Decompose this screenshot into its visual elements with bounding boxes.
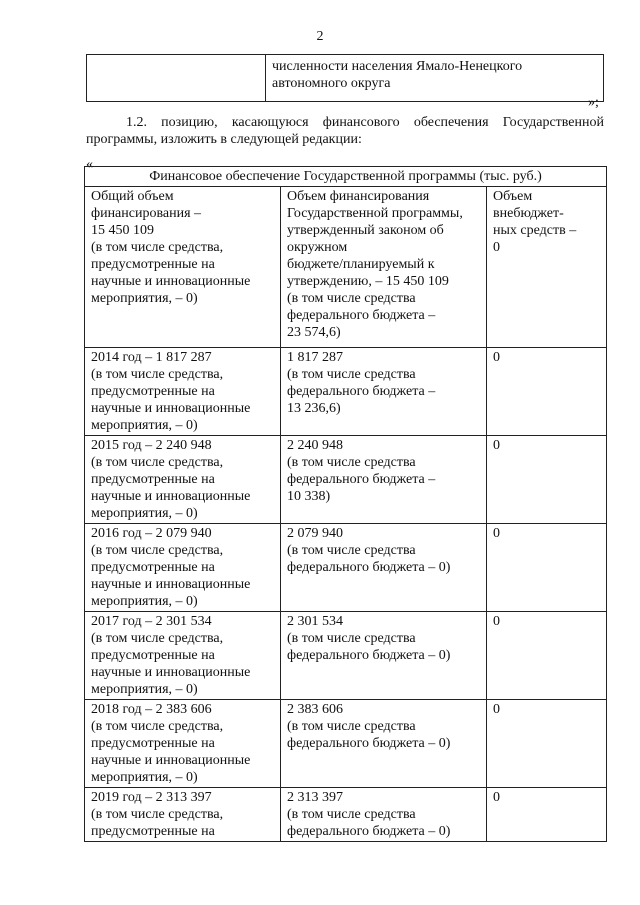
table-row: [85, 348, 607, 436]
row-extrabudget: 0: [487, 524, 607, 612]
row-extrabudget: 0: [487, 612, 607, 700]
table-row: [85, 612, 607, 700]
table-cell: численности населения Ямало-Ненецкого автономного округа: [266, 55, 604, 102]
row-total: 2015 год – 2 240 948 (в том числе средства, предусмотренные на научные и инновационные мероприятия, – 0): [85, 436, 281, 524]
page-number: 2: [316, 29, 324, 44]
table-row: [85, 788, 607, 842]
row-extrabudget: 0: [487, 436, 607, 524]
row-total: 2019 год – 2 313 397 (в том числе средства, предусмотренные на: [85, 788, 281, 842]
table-title-row: [85, 167, 607, 187]
table-row: [85, 524, 607, 612]
empty-cell: [87, 55, 266, 102]
table-row: [87, 55, 604, 102]
header-extrabudget: Объем внебюджет- ных средств – 0: [487, 187, 607, 348]
row-total: 2016 год – 2 079 940 (в том числе средства, предусмотренные на научные и инновационные мероприятия, – 0): [85, 524, 281, 612]
amendment-paragraph: 1.2. позицию, касающуюся финансового обеспечения Государственной программы, изложить в следующей редакции:: [86, 115, 604, 147]
row-program: 2 383 606 (в том числе средства федерального бюджета – 0): [281, 700, 487, 788]
table-row: [85, 436, 607, 524]
finance-table: [84, 166, 607, 842]
table-title: Финансовое обеспечение Государственной программы (тыс. руб.): [85, 167, 607, 187]
header-total-volume: Общий объем финансирования – 15 450 109 (в том числе средства, предусмотренные на научные и инновационные мероприятия, – 0): [85, 187, 281, 348]
row-extrabudget: 0: [487, 700, 607, 788]
row-program: 2 240 948 (в том числе средства федерального бюджета – 10 338): [281, 436, 487, 524]
row-total: 2014 год – 1 817 287 (в том числе средства, предусмотренные на научные и инновационные мероприятия, – 0): [85, 348, 281, 436]
row-program: 1 817 287 (в том числе средства федерального бюджета – 13 236,6): [281, 348, 487, 436]
closing-quote: »;: [588, 95, 599, 110]
table-row: [85, 700, 607, 788]
row-program: 2 313 397 (в том числе средства федерального бюджета – 0): [281, 788, 487, 842]
row-total: 2017 год – 2 301 534 (в том числе средства, предусмотренные на научные и инновационные мероприятия, – 0): [85, 612, 281, 700]
opening-quote: «: [86, 157, 93, 172]
row-program: 2 301 534 (в том числе средства федерального бюджета – 0): [281, 612, 487, 700]
row-extrabudget: 0: [487, 788, 607, 842]
row-total: 2018 год – 2 383 606 (в том числе средства, предусмотренные на научные и инновационные мероприятия, – 0): [85, 700, 281, 788]
continuation-table: [86, 54, 604, 102]
row-program: 2 079 940 (в том числе средства федерального бюджета – 0): [281, 524, 487, 612]
row-extrabudget: 0: [487, 348, 607, 436]
header-program-volume: Объем финансирования Государственной программы, утвержденный законом об окружном бюджете/планируемый к утверждению, – 15 450 109 (в том числе средства федерального бюджета – 23 574,6): [281, 187, 487, 348]
table-header-row: [85, 187, 607, 348]
